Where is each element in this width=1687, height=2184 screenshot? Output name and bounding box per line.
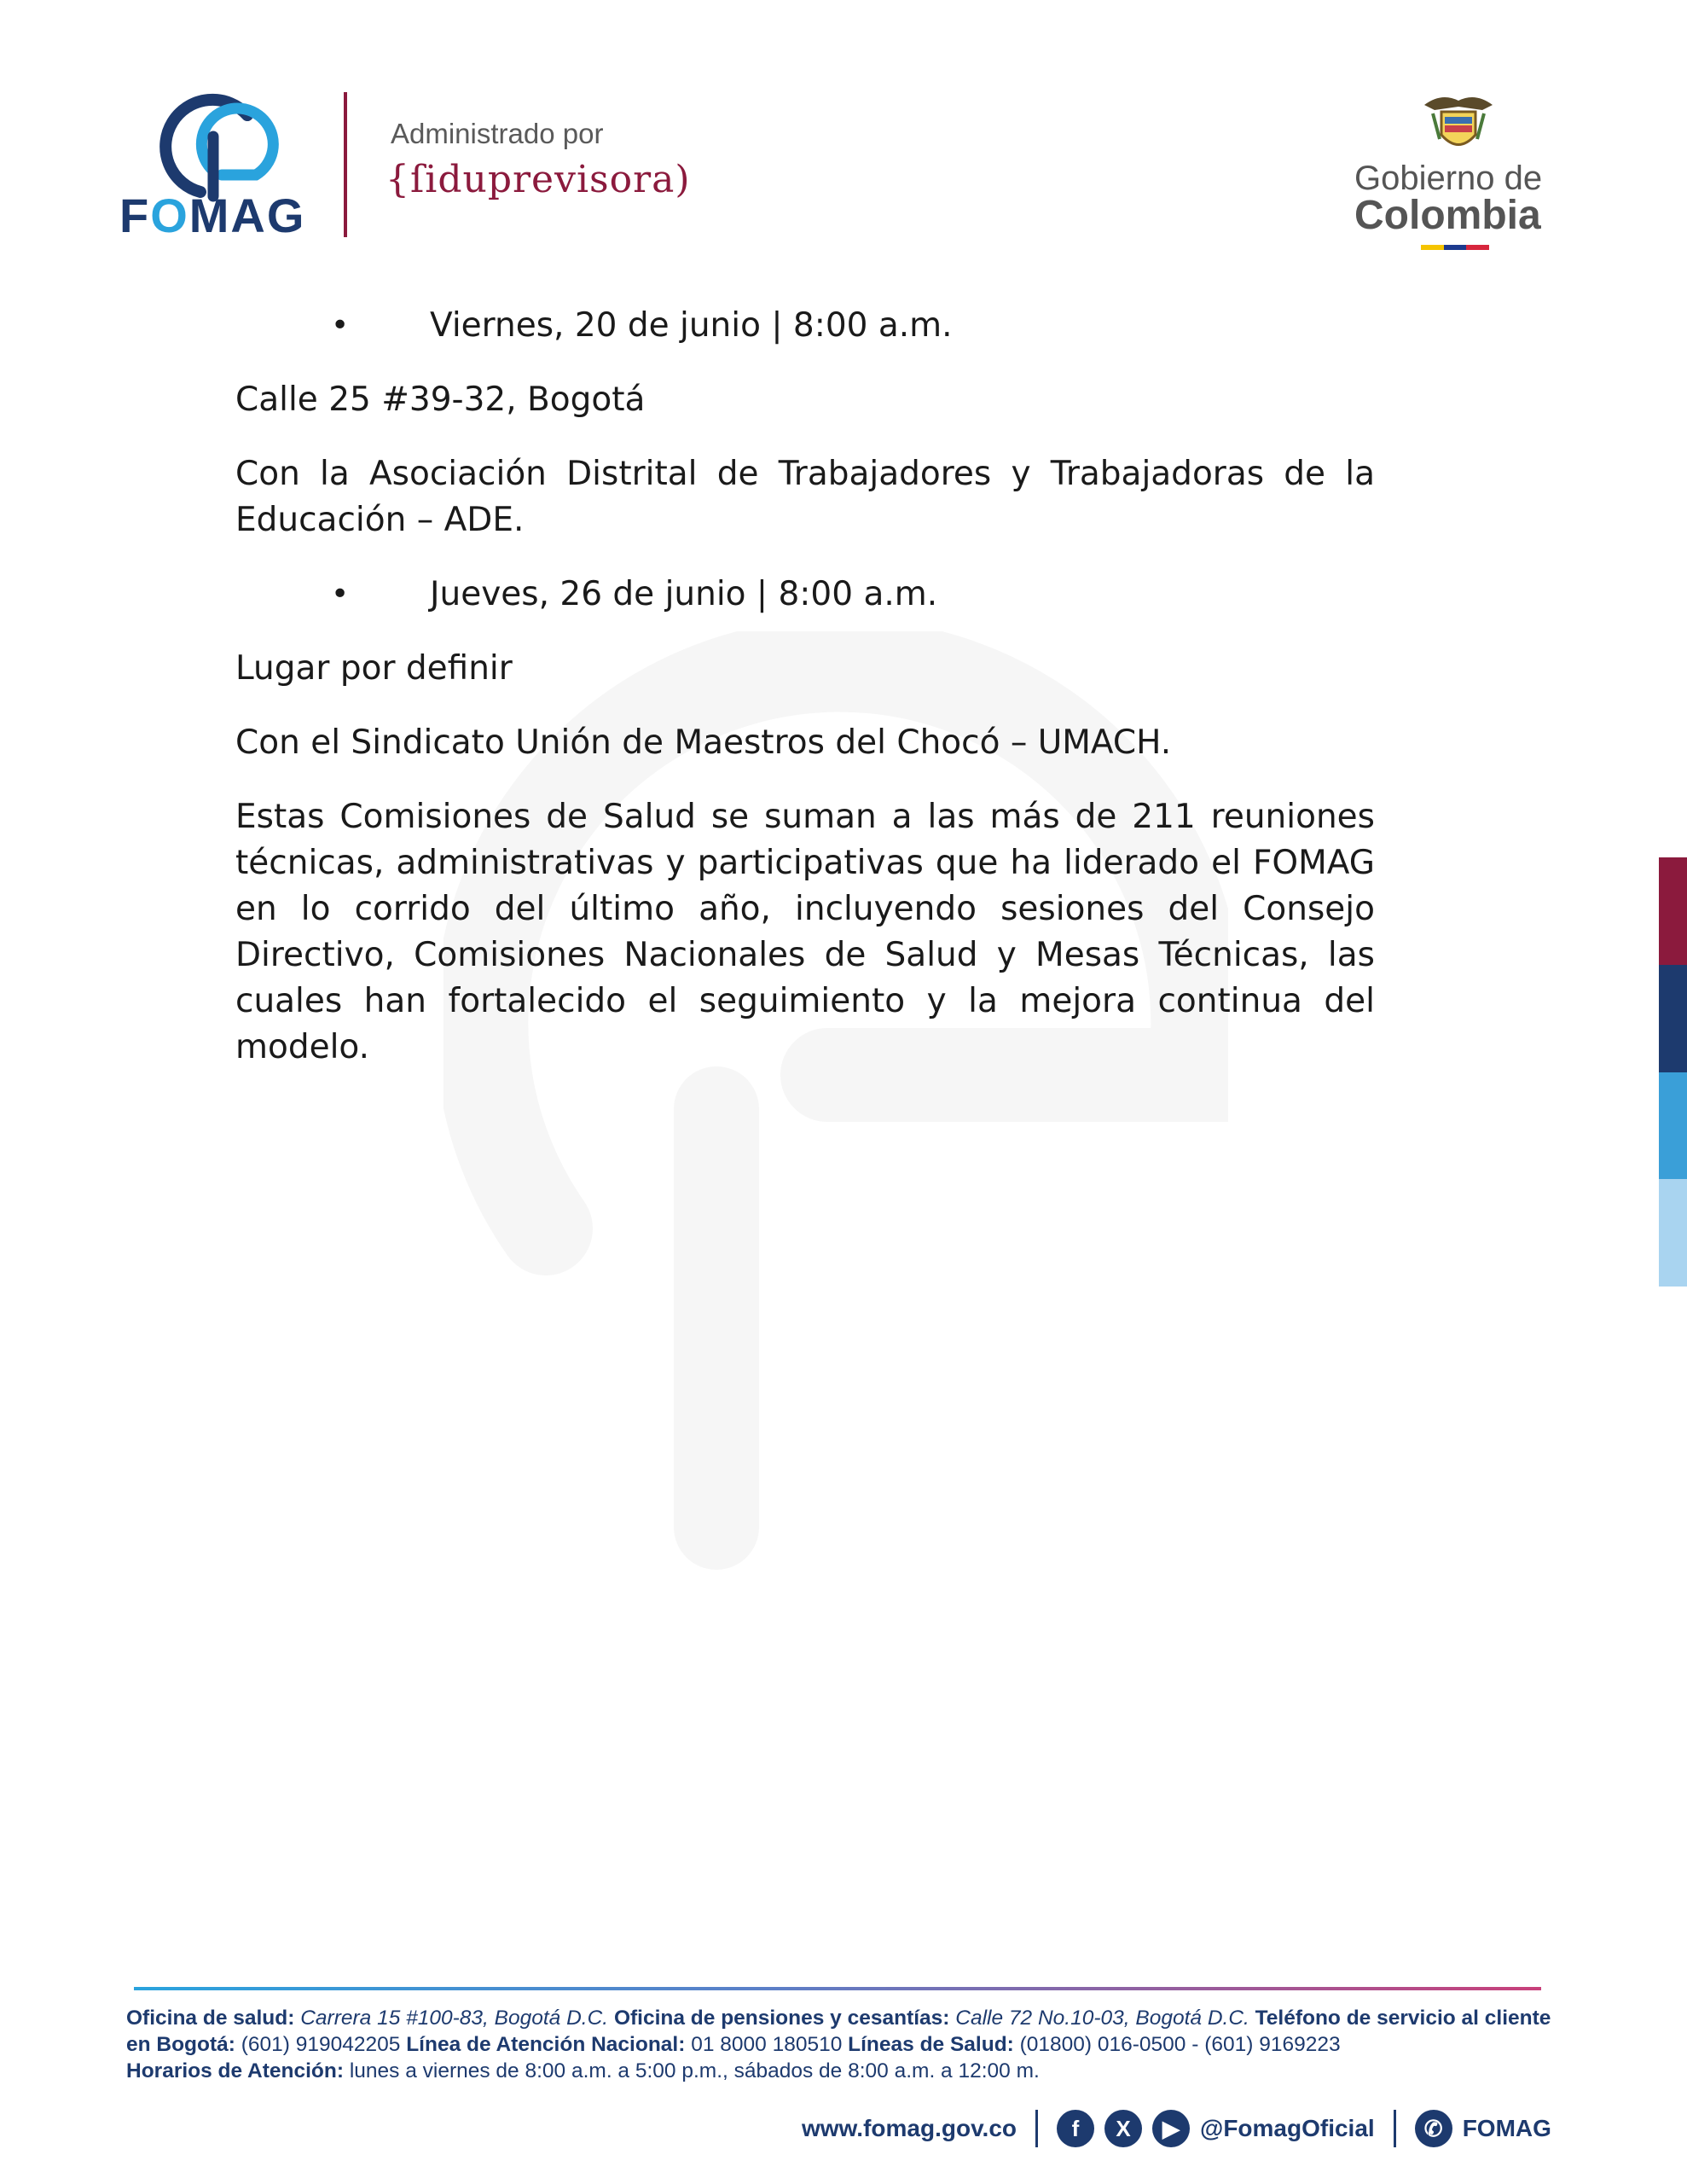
pension-office-label: Oficina de pensiones y cesantías: xyxy=(613,2007,950,2030)
gobierno-line2: Colombia xyxy=(1354,193,1541,238)
fiduprevisora-logo: {ſiduprevisora) xyxy=(386,158,691,201)
social-handle[interactable]: @FomagOficial xyxy=(1200,2115,1375,2141)
website-link[interactable]: www.fomag.gov.co xyxy=(802,2115,1017,2141)
document-body xyxy=(235,303,1375,1099)
footer-separator xyxy=(1394,2110,1396,2147)
whatsapp-icon[interactable]: ✆ xyxy=(1415,2110,1452,2147)
meeting-address-2: Lugar por definir xyxy=(235,649,513,688)
header-divider xyxy=(344,92,347,237)
colombia-flag-stripe xyxy=(1421,245,1489,250)
list-item xyxy=(235,572,1375,618)
national-line-label: Línea de Atención Nacional: xyxy=(406,2033,686,2056)
administered-by-label: Administrado por xyxy=(391,118,604,149)
brand-color-bar xyxy=(1659,857,1687,1287)
footer-divider xyxy=(134,1987,1541,1990)
national-line-value: 01 8000 180510 xyxy=(691,2033,843,2056)
hours-value: lunes a viernes de 8:00 a.m. a 5:00 p.m., sábados de 8:00 a.m. a 12:00 m. xyxy=(349,2059,1040,2082)
phone-label: Teléfono de servicio al cliente en Bogotá: xyxy=(126,2007,1551,2056)
fomag-wordmark: FOMAG xyxy=(119,189,306,242)
whatsapp-name[interactable]: FOMAG xyxy=(1462,2115,1551,2141)
meeting-date-1: Viernes, 20 de junio | 8:00 a.m. xyxy=(430,306,953,345)
facebook-icon[interactable]: f xyxy=(1057,2110,1094,2147)
health-office-label: Oficina de salud: xyxy=(126,2007,295,2030)
meeting-organization-1: Con la Asociación Distrital de Trabajadores y Trabajadoras de la Educación – ADE. xyxy=(235,455,1375,539)
letterhead xyxy=(0,0,1687,273)
x-twitter-icon[interactable]: X xyxy=(1104,2110,1142,2147)
phone-value: (601) 919042205 xyxy=(241,2033,401,2056)
footer-separator xyxy=(1035,2110,1038,2147)
youtube-icon[interactable]: ▶ xyxy=(1152,2110,1190,2147)
bullet-icon: • xyxy=(331,577,350,612)
meeting-address-1: Calle 25 #39-32, Bogotá xyxy=(235,380,646,419)
hours-label: Horarios de Atención: xyxy=(126,2059,345,2082)
closing-paragraph: Estas Comisiones de Salud se suman a las más de 211 reuniones técnicas, administrativas y participativas que ha liderado el FOMAG en lo corrido del último año, incluyendo sesiones del Consejo Directivo, Comisiones Nacionales de Salud y Mesas Técnicas, las cuales han fortalecido el seguimiento y la mejora continua del modelo. xyxy=(235,798,1375,1066)
footer-contact-info xyxy=(126,2005,1552,2084)
list-item xyxy=(235,303,1375,349)
pension-office-value: Calle 72 No.10-03, Bogotá D.C. xyxy=(955,2007,1249,2030)
meeting-organization-2: Con el Sindicato Unión de Maestros del Chocó – UMACH. xyxy=(235,723,1172,762)
coat-of-arms-icon xyxy=(1416,88,1501,158)
health-office-value: Carrera 15 #100-83, Bogotá D.C. xyxy=(300,2007,609,2030)
bullet-icon: • xyxy=(331,308,350,343)
meeting-date-2: Jueves, 26 de junio | 8:00 a.m. xyxy=(430,575,938,613)
health-lines-value: (01800) 016-0500 - (601) 9169223 xyxy=(1019,2033,1341,2056)
footer-social-links xyxy=(802,2107,1551,2150)
gobierno-colombia-logo xyxy=(1330,81,1569,260)
gobierno-line1: Gobierno de xyxy=(1354,160,1543,197)
health-lines-label: Líneas de Salud: xyxy=(848,2033,1014,2056)
